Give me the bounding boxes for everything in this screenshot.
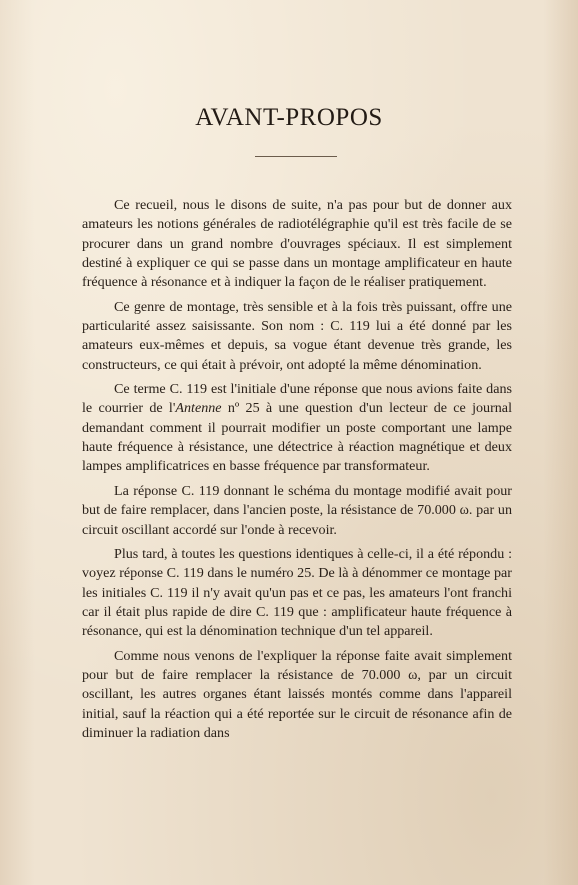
paragraph-2: Ce genre de montage, très sensible et à la fois très puissant, offre une particularité assez saisissante. Son nom : C. 119 lui a été donné par les amateurs eux-mêmes et depuis, sa vogue étant devenue très grande, les constructeurs, ce qui était à prévoir, ont adopté la même dénomination. [82,298,512,373]
body-text [82,196,512,748]
paragraph-4: La réponse C. 119 donnant le schéma du montage modifié avait pour but de faire remplacer, dans l'ancien poste, la résistance de 70.000 ω. par un circuit oscillant accordé sur l'onde à recevoir. [82,482,512,538]
paragraph-6: Comme nous venons de l'expliquer la réponse faite avait simplement pour but de faire remplacer la résistance de 70.000 ω, par un circuit oscillant, les autres organes étant laissés montés comme dans l'appareil initial, sauf la réaction qui a été reportée sur le circuit de résonance afin de diminuer la radiation dans [82,647,512,741]
title-divider [255,156,337,157]
journal-name-antenne: Antenne [175,400,222,417]
paragraph-3-text-after: nº 25 à une question d'un lecteur de ce journal demandant comment il pourrait modifier un poste comportant une lampe haute fréquence à résistance, une détectrice à réaction magnétique et deux lampes amplificatrices en basse fréquence par transformateur. [82,400,512,475]
paragraph-3-text-before: Ce terme C. 119 est l'initiale d'une réponse que nous avions faite dans le courrier de l' [82,381,512,417]
page-title: AVANT-PROPOS [195,104,383,131]
paragraph-3 [82,380,512,477]
paragraph-1: Ce recueil, nous le disons de suite, n'a pas pour but de donner aux amateurs les notions générales de radiotélégraphie qu'il est très facile de se procurer dans un grand nombre d'ouvrages spéciaux. Il est simplement destiné à expliquer ce qui se passe dans un montage amplificateur en haute fréquence à résonance et à indiquer la façon de le réaliser pratiquement. [82,197,512,291]
paragraph-5: Plus tard, à toutes les questions identiques à celle-ci, il a été répondu : voyez réponse C. 119 dans le numéro 25. De là à dénommer ce montage par les initiales C. 119 il n'y avait qu'un pas et ce pas, les amateurs l'ont franchi car il était plus rapide de dire C. 119 que : amplificateur haute fréquence à résonance, qui est la dénomination technique d'un tel appareil. [82,545,512,640]
